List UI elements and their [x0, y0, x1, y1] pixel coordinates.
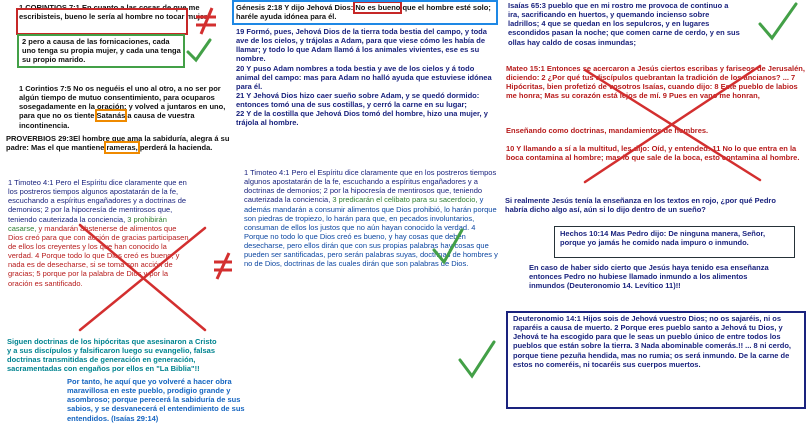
timothy-red-text: y mandarán abstenerse de alimentos que Dios creó para que con acción de gracias participasen de ellos los creyentes y los que han conocido la verdad. 4 Porque todo lo que Dios creó es bueno, y nada es de desecharse, si se toma con acción de gracias; 5 porque por la palabra de Dios y por la oración es santificado. [8, 223, 189, 288]
matthew-15-10: 10 Y llamando a sí a la multitud, les dijo: Oíd, y entended: 11 No lo que entra en la boca contamina al hombre; mas lo que sale de la boca, esto contamina al hombre. [506, 144, 800, 163]
timothy-revised-text: 1 Timoteo 4:1 Pero el Espíritu dice claramente que en los postreros tiempos algunos apostatarán de la fe, escuchando a espíritus engañadores y a doctrinas de demonios; 2 por la hipocresía de mentirosos que, teniendo cauterizada la conciencia, [244, 168, 497, 205]
proverbs-verse [6, 134, 242, 152]
genesis-22: 22 Y de la costilla que Jehová Dios tomó del hombre, hizo una mujer, y trájola al hombre. [236, 109, 488, 128]
matthew-15: Mateo 15:1 Entonces se acercaron a Jesús ciertos escribas y fariseos de Jerusalén, diciendo: 2 ¿Por qué tus discípulos quebrantan la tradición de los ancianos? ... 7 Hipócritas, bien profetizó de vosotros Isaías, cuando dijo: 8 Este pueblo de labios me honra; Mas su corazón está lejos de mí. 9 Pues en vano me honran, [506, 64, 805, 101]
timothy-prohibit: 3 prohibirán casarse, [8, 214, 167, 233]
proverbs-text: PROVERBIOS 29:3El hombre que ama la sabiduría, alegra á su padre: Mas el que mantiene [6, 134, 230, 153]
genesis-heading: Génesis 2:18 Y dijo Jehová Dios: [236, 3, 356, 12]
cor7-heading: 1 CORINTIOS 7:1 [19, 3, 80, 12]
deuteronomy-14: Deuteronomio 14:1 Hijos sois de Jehová vuestro Dios; no os sajaréis, ni os raparéis a causa de muerto. 2 Porque eres pueblo santo a Jehová tu Dios, y Jehová te ha escogido para que le seas un pueblo único de entre todos los pueblos que están sobre la tierra. 3 Nada abominable comerás.!! ... 8 ni cerdo, porque tiene pezuña hendida, mas no rumia; os será inmundo. De la carne de estos no comeréis, ni tocaréis sus cuerpos muertos. [513, 314, 792, 369]
cor7-verse5 [19, 84, 234, 130]
red-highlight-box [16, 8, 188, 35]
no-es-bueno-phrase: No es bueno [355, 3, 401, 12]
cor7-text: En cuanto a las cosas de que me escribisteis, bueno le sería al hombre no tocar mujer. [19, 3, 209, 22]
caso-text: En caso de haber sido cierto que Jesús haya tenido esa enseñanza entonces Pedro no hubiese llamado inmundo a los alimentos inmundos (Deuteronomio 14. Levítico 11)!! [529, 263, 769, 291]
cor7-5-text: 1 Corintios 7:5 No os neguéis el uno al otro, a no ser por algún tiempo de mutuo consentimiento, para ocuparos sosegadamente en la oración; y volved a juntaros en uno, para que no os tiente [19, 84, 226, 121]
proverbs-end: perderá la hacienda. [137, 143, 213, 153]
genesis-rest: que el hombre esté solo; haréle ayuda idónea para él. [236, 3, 491, 22]
timothy-revised [244, 168, 499, 269]
timothy-celibacy: 3 predicarán el celibato para su sacerdocio, [332, 195, 478, 205]
genesis-21: 21 Y Jehová Dios hizo caer sueño sobre Adam, y se quedó dormido: entonces tomó una de sus costillas, y cerró la carne en su lugar; [236, 90, 480, 110]
rameras-word: rameras, [106, 143, 138, 153]
question-text: Si realmente Jesús tenía la enseñanza en los textos en rojo, ¿por qué Pedro habría dicho algo así, aún si lo dijo dentro de un sueño? [505, 196, 776, 215]
timothy-original-text: 1 Timoteo 4:1 Pero el Espíritu dice claramente que en los postreros tiempos algunos apostatarán de la fe, escuchando a espíritus engañadores y a doctrinas de demonios; 2 por la hipocresía de mentirosos que, teniendo cauterizada la conciencia, [8, 178, 187, 224]
cor7-5-end: a causa de vuestra incontinencia. [19, 111, 195, 130]
genesis-20: 20 Y puso Adam nombres a toda bestia y ave de los cielos y á todo animal del campo: mas para Adam no halló ayuda que estuviese idónea para él. [236, 63, 492, 91]
timothy-revised-blue: y además mandarán a consumir alimentos que Dios prohibió, lo harán porque son piedras de tropiezo, lo harán para que, en pecados involuntarios, consuman de ellos los justos que no aún hayan conocido la verdad. 4 Porque no todo lo que Dios creó es bueno, y hay cosas que deben desecharse, pero ellos dirán que con sus propias palabras hay cosas que pueden ser santificadas, pero serán palabras suyas, doctrinas de hombres y no de Dios, doctrinas de las cuales dirán que son palabras de Dios. [244, 195, 498, 269]
not-equal-icon [214, 253, 232, 279]
genesis-19: 19 Formó, pues, Jehová Dios de la tierra toda bestia del campo, y toda ave de los cielos, y trájolas a Adam, para que viese cómo les había de llamar; y todo lo que Adam llamó á los animales vivientes, ese es su nombre. [236, 27, 487, 64]
cor7-verse2: 2 pero a causa de las fornicaciones, cada uno tenga su propia mujer, y cada una tenga su propio marido. [22, 37, 181, 65]
green-highlight-box [17, 34, 185, 68]
hechos-10-14: Hechos 10:14 Mas Pedro dijo: De ninguna manera, Señor, porque yo jamás he comido nada impuro o inmundo. [560, 229, 766, 248]
follow-doctrines: Siguen doctrinas de los hipócritas que asesinaron a Cristo y a sus discípulos y falsificaron luego su evangelio, falsas doctrinas transmitidas de generación en generación, sacramentadas con engaños por ellos en "La Biblia"!! [7, 337, 217, 374]
satanas-word: Satanás [96, 111, 126, 121]
genesis-continuation [236, 27, 498, 128]
ensenando-line: Enseñando como doctrinas, mandamientos de hombres. [506, 126, 709, 135]
isaiah-65-3: Isaías 65:3 pueblo que en mi rostro me provoca de continuo a ira, sacrificando en huertos, y quemando incienso sobre ladrillos; 4 que se quedan en los sepulcros, y en lugares escondidos pasan la noche; que comen carne de cerdo, y en sus ollas hay caldo de cosas inmundas; [508, 1, 740, 47]
blue-highlight-box [232, 0, 498, 25]
timothy-original [8, 178, 193, 288]
isaiah-29-14: Por tanto, he aquí que yo volveré a hacer obra maravillosa en este pueblo, prodigio grande y asombroso; porque perecerá la sabiduría de sus sabios, y se desvanecerá el entendimiento de sus entendidos. (Isaías 29:14) [67, 377, 245, 423]
